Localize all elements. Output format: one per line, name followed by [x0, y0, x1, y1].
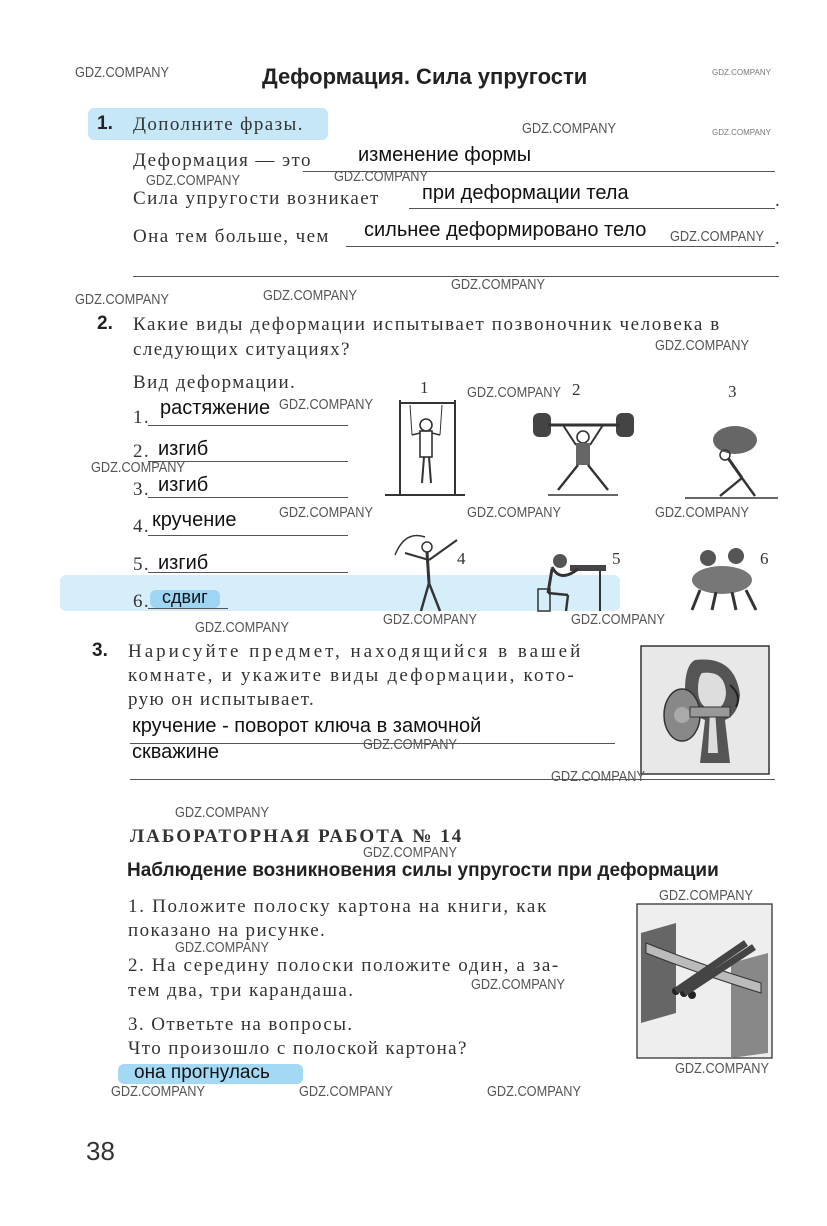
weightlifter-figure — [528, 395, 638, 500]
task3-answer-line1: кручение - поворот ключа в замочной — [132, 715, 482, 737]
watermark: GDZ.COMPANY — [487, 1083, 581, 1100]
task2-list-header: Вид деформации. — [133, 372, 297, 393]
answer-line — [148, 497, 348, 498]
list-item-number: 4. — [133, 516, 151, 537]
answer-line — [409, 208, 775, 209]
task1-line2-answer: при деформации тела — [422, 182, 629, 204]
watermark: GDZ.COMPANY — [712, 128, 771, 137]
list-item-answer: изгиб — [158, 438, 209, 460]
list-item-answer: изгиб — [158, 474, 209, 496]
task1-line3-dot: . — [775, 228, 782, 249]
sack-carrier-figure — [680, 420, 780, 500]
watermark: GDZ.COMPANY — [467, 384, 561, 401]
watermark: GDZ.COMPANY — [299, 1083, 393, 1100]
list-item-number: 1. — [133, 407, 151, 428]
discus-thrower-figure — [385, 525, 465, 615]
watermark: GDZ.COMPANY — [363, 844, 457, 861]
list-item-number: 2. — [133, 441, 151, 462]
task1-line2-dot: . — [775, 190, 782, 211]
task1-prompt: Дополните фразы. — [133, 114, 304, 135]
watermark: GDZ.COMPANY — [195, 619, 289, 636]
list-item-answer: сдвиг — [162, 587, 208, 607]
list-item-answer: растяжение — [160, 397, 271, 419]
page-number: 38 — [86, 1136, 115, 1166]
answer-line — [346, 246, 775, 247]
task3-text-line1: Нарисуйте предмет, находящийся в вашей — [128, 641, 584, 662]
watermark: GDZ.COMPANY — [451, 276, 545, 293]
figure-label: 5 — [612, 549, 621, 568]
task1-line1-label: Деформация — это — [133, 150, 312, 171]
task3-number: 3. — [92, 640, 108, 661]
watermark: GDZ.COMPANY — [659, 887, 753, 904]
answer-line — [148, 535, 348, 536]
watermark: GDZ.COMPANY — [263, 287, 357, 304]
lab-step1-line2: показано на рисунке. — [128, 920, 327, 941]
watermark: GDZ.COMPANY — [334, 168, 428, 185]
list-item-answer: изгиб — [158, 552, 209, 574]
lab-subtitle: Наблюдение возникновения силы упругости при деформации — [127, 860, 719, 881]
task1-line3-label: Она тем больше, чем — [133, 226, 330, 247]
watermark: GDZ.COMPANY — [75, 291, 169, 308]
task1-line1-answer: изменение формы — [358, 144, 532, 166]
watermark: GDZ.COMPANY — [522, 120, 616, 137]
watermark: GDZ.COMPANY — [655, 337, 749, 354]
lab-step3-line1: 3. Ответьте на вопросы. — [128, 1014, 354, 1035]
lab-step2-line1: 2. На середину полоски положите один, а за- — [128, 955, 560, 976]
list-item-number: 5. — [133, 554, 151, 575]
task2-question-line1: Какие виды деформации испытывает позвоночник человека в — [133, 314, 721, 335]
watermark: GDZ.COMPANY — [655, 504, 749, 521]
task3-text-line2: комнате, и укажите виды деформации, кото- — [128, 665, 576, 686]
task2-question-line2: следующих ситуациях? — [133, 339, 351, 360]
watermark: GDZ.COMPANY — [383, 611, 477, 628]
task3-answer-line2: скважине — [132, 741, 219, 763]
answer-line — [148, 608, 228, 609]
task1-line3-answer: сильнее деформировано тело — [364, 219, 647, 241]
list-item-number: 3. — [133, 479, 151, 500]
wrestlers-figure — [678, 540, 768, 612]
watermark: GDZ.COMPANY — [467, 504, 561, 521]
list-item-answer: кручение — [152, 509, 237, 531]
watermark: GDZ.COMPANY — [471, 976, 565, 993]
watermark: GDZ.COMPANY — [363, 736, 457, 753]
watermark: GDZ.COMPANY — [551, 768, 645, 785]
watermark: GDZ.COMPANY — [75, 64, 169, 81]
figure-label: 1 — [420, 378, 429, 397]
watermark: GDZ.COMPANY — [571, 611, 665, 628]
watermark: GDZ.COMPANY — [712, 68, 771, 77]
task1-line2-label: Сила упругости возникает — [133, 188, 380, 209]
figure-label: 6 — [760, 549, 769, 568]
watermark: GDZ.COMPANY — [279, 504, 373, 521]
gymnast-rings-figure — [380, 395, 470, 500]
lab-step2-line2: тем два, три карандаша. — [128, 980, 355, 1001]
cardboard-on-books-figure — [636, 903, 773, 1059]
watermark: GDZ.COMPANY — [675, 1060, 769, 1077]
page-title: Деформация. Сила упругости — [262, 64, 588, 89]
key-lock-figure — [640, 645, 770, 775]
figure-label: 4 — [457, 549, 466, 568]
figure-label: 3 — [728, 382, 737, 401]
lab-answer: она прогнулась — [134, 1062, 270, 1083]
figure-label: 2 — [572, 380, 581, 399]
lab-title: ЛАБОРАТОРНАЯ РАБОТА № 14 — [130, 826, 464, 847]
answer-line — [130, 779, 775, 780]
watermark: GDZ.COMPANY — [91, 459, 185, 476]
task3-text-line3: рую он испытывает. — [128, 689, 316, 710]
watermark: GDZ.COMPANY — [175, 939, 269, 956]
watermark: GDZ.COMPANY — [175, 804, 269, 821]
task2-number: 2. — [97, 313, 113, 334]
answer-line — [148, 425, 348, 426]
lab-step3-line2: Что произошло с полоской картона? — [128, 1038, 468, 1059]
desk-sitting-figure — [530, 543, 610, 613]
watermark: GDZ.COMPANY — [146, 172, 240, 189]
lab-step1-line1: 1. Положите полоску картона на книги, как — [128, 896, 548, 917]
watermark: GDZ.COMPANY — [111, 1083, 205, 1100]
list-item-number: 6. — [133, 591, 151, 612]
watermark: GDZ.COMPANY — [279, 396, 373, 413]
watermark: GDZ.COMPANY — [670, 228, 764, 245]
task1-number: 1. — [97, 113, 113, 134]
